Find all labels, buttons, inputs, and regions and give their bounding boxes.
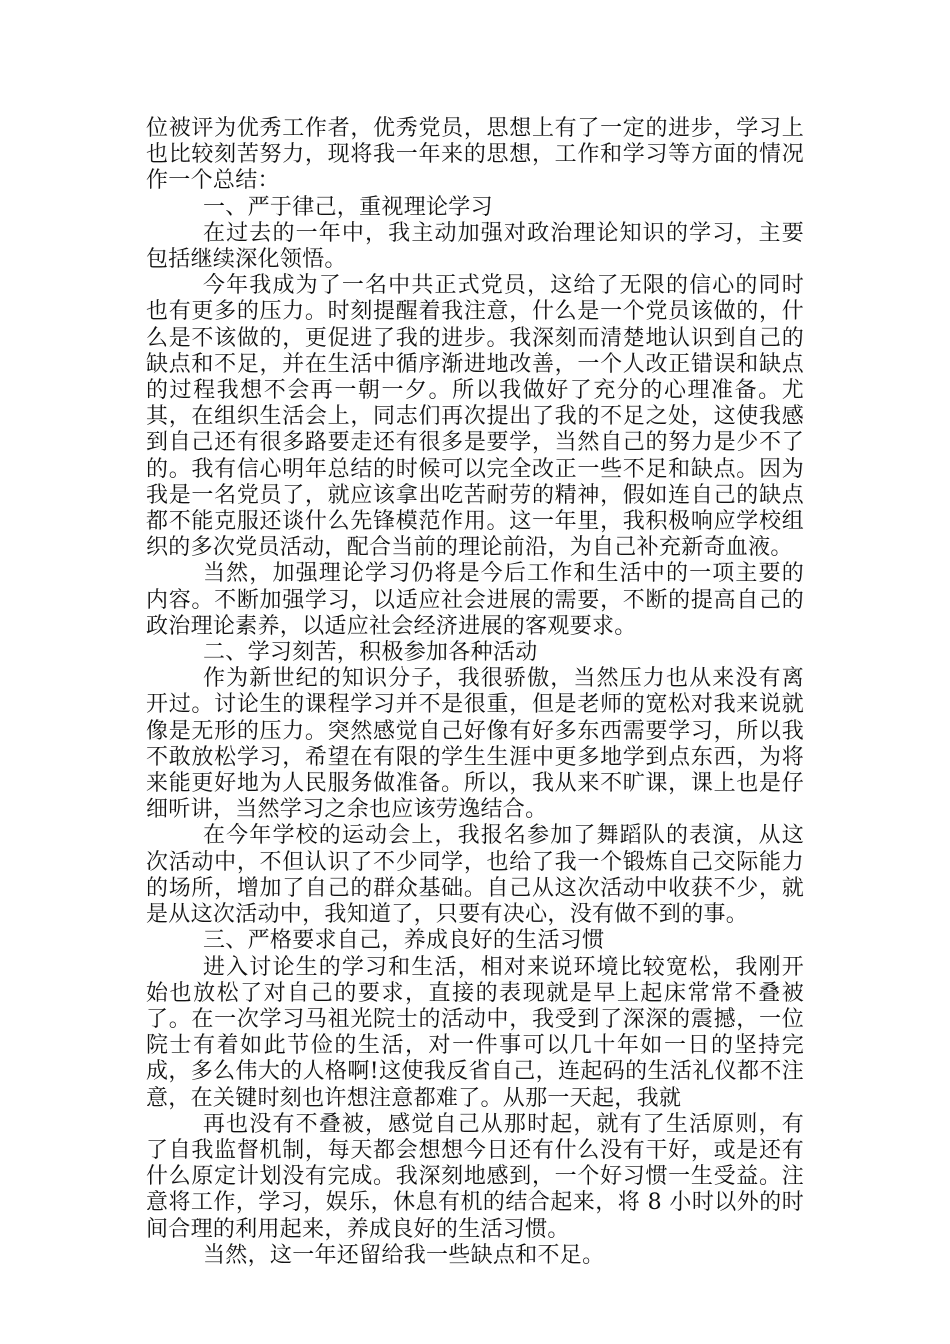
paragraph: 当然，这一年还留给我一些缺点和不足。	[203, 1242, 605, 1268]
paragraph: 当然，加强理论学习仍将是今后工作和生活中的一项主要的内容。不断加强学习，以适应社会进展的需要，不断的提高自己的政治理论素养，以适应社会经济进展的客观要求。	[146, 561, 804, 639]
paragraph: 再也没有不叠被，感觉自己从那时起，就有了生活原则，有了自我监督机制，每天都会想想今日还有什么没有干好，或是还有什么原定计划没有完成。我深刻地感到，一个好习惯一生受益。注意将工作，学习，娱乐，休息有机的结合起来，将 8 小时以外的时间合理的利用起来，养成良好的生活习惯。	[146, 1111, 804, 1242]
section-heading-2: 二、学习刻苦，积极参加各种活动	[203, 640, 538, 666]
paragraph: 在过去的一年中，我主动加强对政治理论知识的学习，主要包括继续深化领悟。	[146, 220, 804, 273]
document-body	[146, 116, 804, 1269]
paragraph-intro: 位被评为优秀工作者，优秀党员，思想上有了一定的进步，学习上也比较刻苦努力，现将我一年来的思想，工作和学习等方面的情况作一个总结：	[146, 116, 804, 194]
paragraph: 今年我成为了一名中共正式党员，这给了无限的信心的同时也有更多的压力。时刻提醒着我注意，什么是一个党员该做的，什么是不该做的，更促进了我的进步。我深刻而清楚地认识到自己的缺点和不足，并在生活中循序渐进地改善，一个人改正错误和缺点的过程我想不会再一朝一夕。所以我做好了充分的心理准备。尤其，在组织生活会上，同志们再次提出了我的不足之处，这使我感到自己还有很多路要走还有很多是要学，当然自己的努力是少不了的。我有信心明年总结的时候可以完全改正一些不足和缺点。因为我是一名党员了，就应该拿出吃苦耐劳的精神，假如连自己的缺点都不能克服还谈什么先锋模范作用。这一年里，我积极响应学校组织的多次党员活动，配合当前的理论前沿，为自己补充新奇血液。	[146, 273, 804, 561]
paragraph: 作为新世纪的知识分子，我很骄傲，当然压力也从来没有离开过。讨论生的课程学习并不是很重，但是老师的宽松对我来说就像是无形的压力。突然感觉自己好像有好多东西需要学习，所以我不敢放松学习，希望在有限的学生生涯中更多地学到点东西，为将来能更好地为人民服务做准备。所以，我从来不旷课，课上也是仔细听讲，当然学习之余也应该劳逸结合。	[146, 666, 804, 823]
paragraph: 在今年学校的运动会上，我报名参加了舞蹈队的表演，从这次活动中，不但认识了不少同学，也给了我一个锻炼自己交际能力的场所，增加了自己的群众基础。自己从这次活动中收获不少，就是从这次活动中，我知道了，只要有决心，没有做不到的事。	[146, 823, 804, 928]
section-heading-1: 一、严于律己，重视理论学习	[203, 194, 493, 220]
paragraph: 进入讨论生的学习和生活，相对来说环境比较宽松，我刚开始也放松了对自己的要求，直接的表现就是早上起床常常不叠被了。在一次学习马祖光院士的活动中，我受到了深深的震撼，一位院士有着如此节俭的生活，对一件事可以几十年如一日的坚持完成，多么伟大的人格啊!这使我反省自己，连起码的生活礼仪都不注意，在关键时刻也许想注意都难了。从那一天起，我就	[146, 954, 804, 1111]
section-heading-3: 三、严格要求自己，养成良好的生活习惯	[203, 928, 605, 954]
